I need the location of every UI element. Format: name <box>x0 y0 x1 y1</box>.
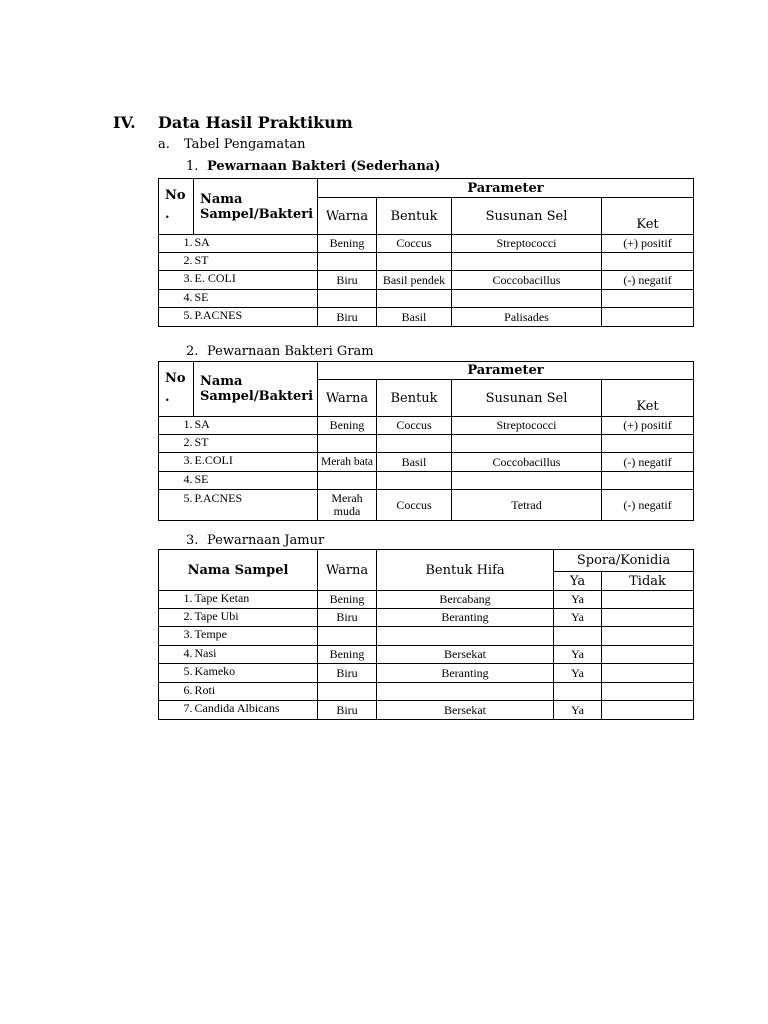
table3-header-spora: Spora/Konidia <box>554 550 694 572</box>
table2-header-nama: Nama Sampel/Bakteri <box>194 362 318 417</box>
table1-heading <box>186 159 486 175</box>
subsection-marker: a. <box>158 137 170 152</box>
table-row: 7. Candida Albicans Biru Bersekat Ya <box>159 701 694 720</box>
table-row: 1. Tape Ketan Bening Bercabang Ya <box>159 591 694 609</box>
section-number: IV. <box>113 113 136 132</box>
table1-header-no: No . <box>159 179 194 235</box>
table2-header-ket: Ket <box>602 380 694 417</box>
table2 <box>158 361 694 521</box>
table-row: 5. P.ACNES Biru Basil Palisades <box>159 308 694 327</box>
table1-header-ket: Ket <box>602 198 694 235</box>
table2-header-susunan: Susunan Sel <box>452 380 602 417</box>
table2-heading <box>186 344 486 360</box>
table-row: 4. Nasi Bening Bersekat Ya <box>159 646 694 664</box>
table3-header-tidak: Tidak <box>602 572 694 591</box>
table-row: 2. Tape Ubi Biru Beranting Ya <box>159 609 694 627</box>
table3-heading <box>186 533 486 549</box>
section-title: Data Hasil Praktikum <box>158 113 353 132</box>
table3-number: 3. <box>186 533 199 548</box>
table-row: 2. ST <box>159 435 694 453</box>
table3-header-nama: Nama Sampel <box>159 550 318 591</box>
table2-header-no: No . <box>159 362 194 417</box>
table-row: 5. Kameko Biru Beranting Ya <box>159 664 694 683</box>
table1-header-susunan: Susunan Sel <box>452 198 602 235</box>
table-row: 3. E.COLI Merah bata Basil Coccobacillus (-) negatif <box>159 453 694 472</box>
table2-header-bentuk: Bentuk <box>377 380 452 417</box>
table-row: 4. SE <box>159 290 694 308</box>
table1-header-parameter: Parameter <box>318 179 694 198</box>
table-row: 3. E. COLI Biru Basil pendek Coccobacillus (-) negatif <box>159 271 694 290</box>
table3-title: Pewarnaan Jamur <box>207 533 325 548</box>
table1 <box>158 178 694 327</box>
table-row: 1. SA Bening Coccus Streptococci (+) positif <box>159 235 694 253</box>
table-row: 5. P.ACNES Merah muda Coccus Tetrad (-) negatif <box>159 490 694 521</box>
table2-title: Pewarnaan Bakteri Gram <box>207 344 374 359</box>
subsection-title: Tabel Pengamatan <box>184 137 306 152</box>
table-row: 4. SE <box>159 472 694 490</box>
table1-header-warna: Warna <box>318 198 377 235</box>
table3 <box>158 549 694 720</box>
table2-number: 2. <box>186 344 199 359</box>
table3-header-ya: Ya <box>554 572 602 591</box>
table-row: 1. SA Bening Coccus Streptococci (+) positif <box>159 417 694 435</box>
table1-title: Pewarnaan Bakteri (Sederhana) <box>207 159 441 174</box>
table-row: 2. ST <box>159 253 694 271</box>
table-row: 3. Tempe <box>159 627 694 646</box>
table-row: 6. Roti <box>159 683 694 701</box>
table1-number: 1. <box>186 159 199 174</box>
table2-header-parameter: Parameter <box>318 362 694 380</box>
table2-header-warna: Warna <box>318 380 377 417</box>
table1-header-nama: Nama Sampel/Bakteri <box>194 179 318 235</box>
table3-header-hifa: Bentuk Hifa <box>377 550 554 591</box>
table1-header-bentuk: Bentuk <box>377 198 452 235</box>
table3-header-warna: Warna <box>318 550 377 591</box>
